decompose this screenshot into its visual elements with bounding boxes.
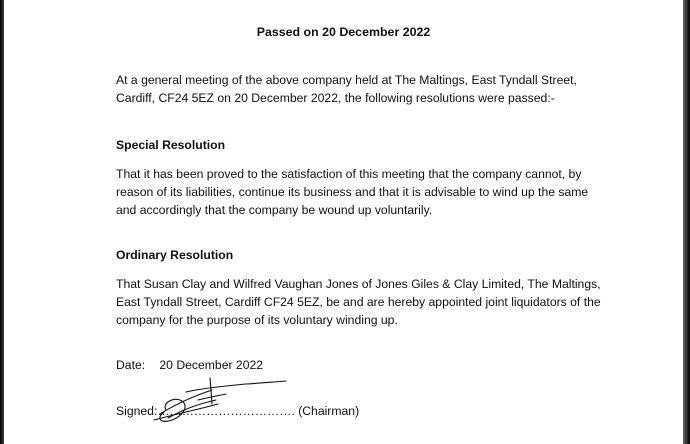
signed-role: (Chairman) (298, 404, 360, 418)
date-row (116, 356, 263, 374)
ordinary-line: East Tyndall Street, Cardiff CF24 5EZ, be and are hereby appointed joint liquidators of the (116, 295, 601, 309)
page-right-edge (683, 0, 690, 444)
handwritten-signature (146, 374, 296, 426)
special-resolution-paragraph (116, 165, 596, 219)
date-label: Date: (116, 358, 146, 372)
signed-label: Signed: (116, 404, 158, 418)
document-title: Passed on 20 December 2022 (256, 25, 431, 39)
ordinary-line: That Susan Clay and Wilfred Vaughan Jones of Jones Giles & Clay Limited, The Maltings, (116, 277, 601, 291)
special-line: That it has been proved to the satisfaction of this meeting that the company cannot, by (116, 167, 582, 181)
special-line: reason of its liabilities, continue its business and that it is advisable to wind up the same (116, 185, 589, 199)
special-line: and accordingly that the company be wound up voluntarily. (116, 203, 433, 217)
ordinary-resolution-heading: Ordinary Resolution (116, 248, 234, 262)
intro-line: Cardiff, CF24 5EZ on 20 December 2022, the following resolutions were passed:- (116, 91, 555, 105)
intro-line: At a general meeting of the above company held at The Maltings, East Tyndall Street, (116, 73, 577, 87)
signature-dotted-line: ……………………………. (157, 404, 295, 418)
ordinary-resolution-paragraph (116, 275, 601, 329)
intro-paragraph (116, 71, 596, 107)
special-resolution-heading: Special Resolution (116, 138, 226, 152)
document-page (4, 0, 683, 444)
date-value: 20 December 2022 (159, 358, 264, 372)
ordinary-line: company for the purpose of its voluntary winding up. (116, 313, 398, 327)
